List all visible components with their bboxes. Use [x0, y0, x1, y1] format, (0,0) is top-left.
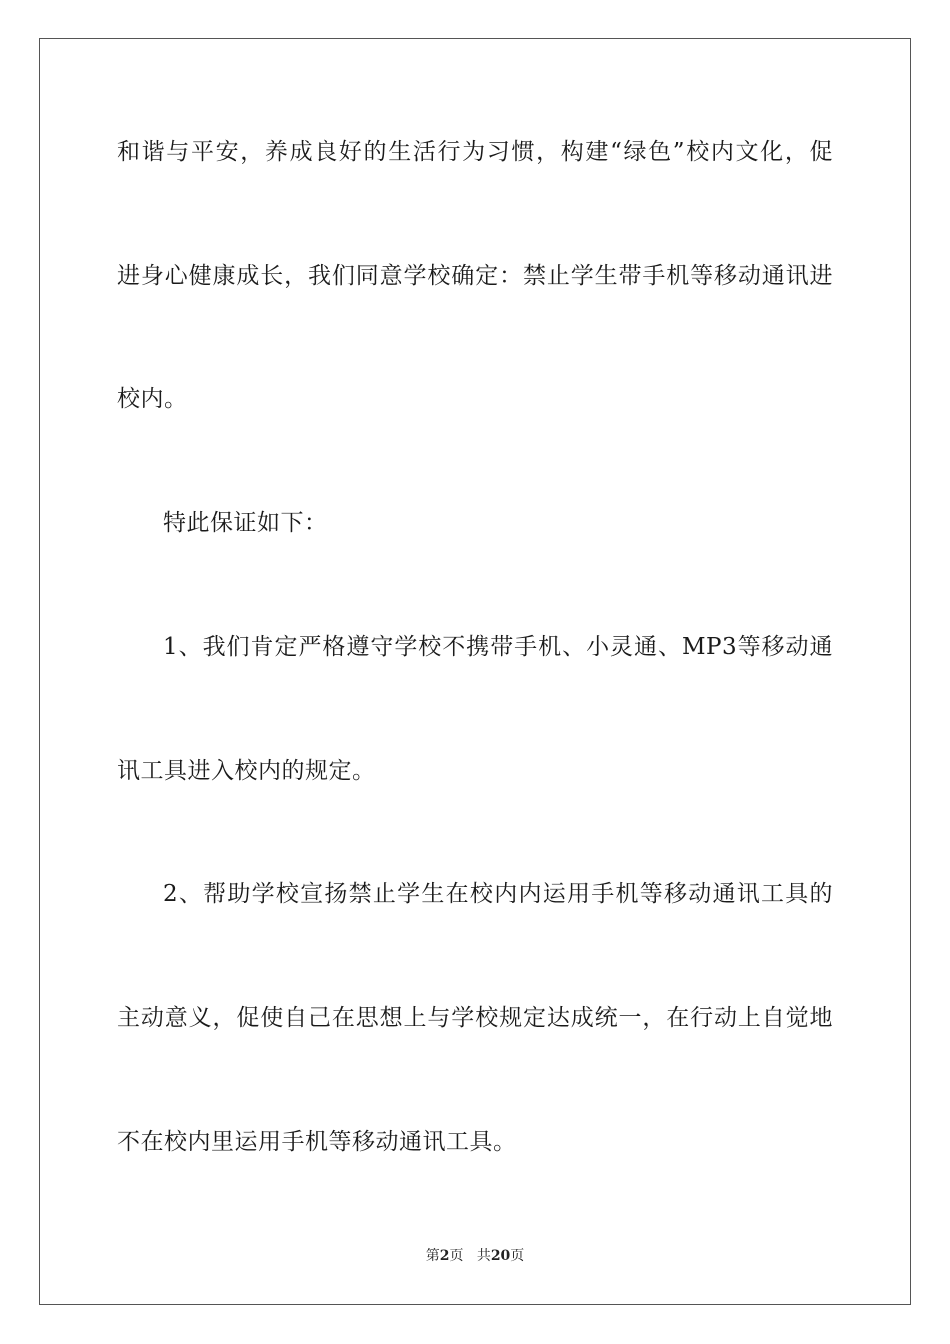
footer-page-prefix: 第 — [425, 1248, 440, 1264]
body-line-3: 校内。 — [117, 386, 188, 412]
body-line-4: 特此保证如下： — [163, 510, 328, 536]
body-line-1: 和谐与平安，养成良好的生活行为习惯，构建“绿色”校内文化，促 — [117, 139, 833, 165]
footer-total-prefix: 共 — [476, 1248, 491, 1264]
footer-page-unit: 页 — [449, 1248, 464, 1264]
footer-page-number: 2 — [439, 1248, 450, 1264]
page-border — [39, 38, 911, 1305]
body-line-2: 进身心健康成长，我们同意学校确定：禁止学生带手机等移动通讯进 — [117, 263, 833, 289]
body-line-9: 不在校内里运用手机等移动通讯工具。 — [117, 1129, 517, 1155]
body-line-8: 主动意义，促使自己在思想上与学校规定达成统一，在行动上自觉地 — [117, 1005, 833, 1031]
body-line-5: 1、我们肯定严格遵守学校不携带手机、小灵通、MP3等移动通 — [163, 634, 833, 660]
footer-total-pages: 20 — [490, 1248, 511, 1264]
page-footer — [0, 1246, 950, 1266]
body-line-6: 讯工具进入校内的规定。 — [117, 758, 376, 784]
footer-total-unit: 页 — [510, 1248, 525, 1264]
body-line-7: 2、帮助学校宣扬禁止学生在校内内运用手机等移动通讯工具的 — [163, 881, 833, 907]
